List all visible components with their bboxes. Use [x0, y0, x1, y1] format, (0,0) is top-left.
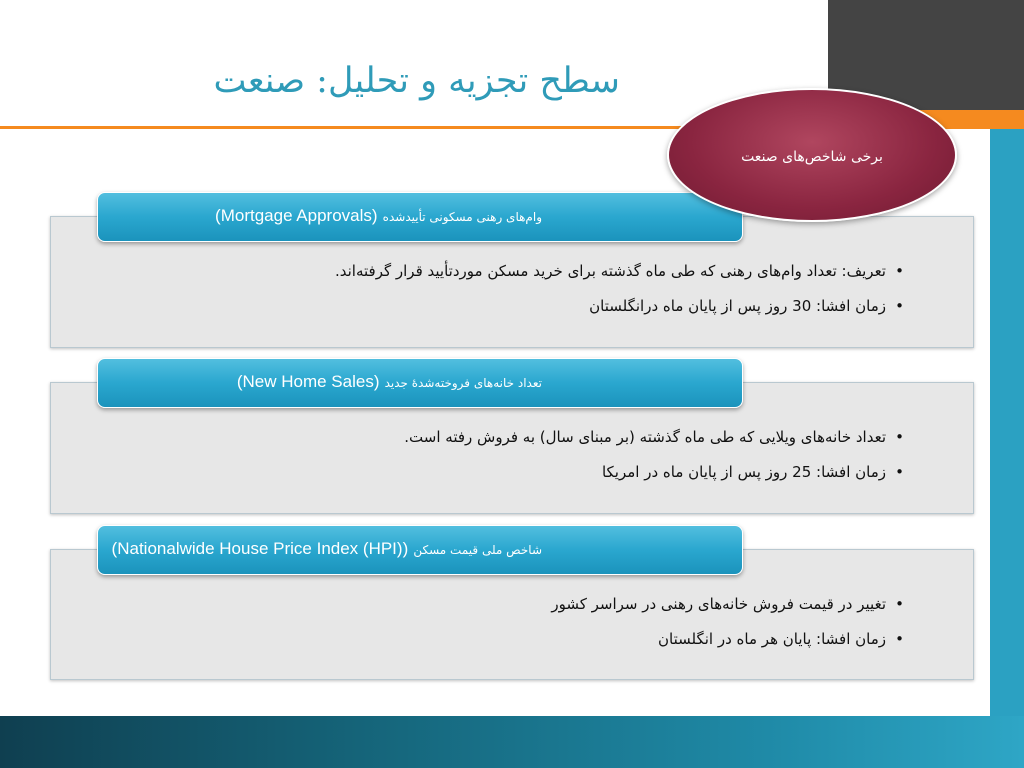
- section-header-fa: وام‌های رهنی مسکونی تأییدشده: [382, 210, 542, 224]
- list-item: • تغییر در قیمت فروش خانه‌های رهنی در سراسر کشور: [551, 594, 904, 614]
- bullet-list-hpi: [551, 594, 904, 649]
- section-header-hpi: [97, 525, 743, 575]
- slide-title: سطح تجزیه و تحلیل: صنعت: [213, 61, 620, 101]
- section-header-en: (Mortgage Approvals): [215, 206, 378, 225]
- list-item: • تعداد خانه‌های ویلایی که طی ماه گذشته (بر مبنای سال) به فروش رفته است.: [404, 427, 904, 447]
- list-item: • زمان افشا: 30 روز پس از پایان ماه درانگلستان: [335, 296, 904, 316]
- callout-oval: [667, 88, 957, 222]
- bullet-list-new-home-sales: [404, 427, 904, 482]
- section-header-mortgage: [97, 192, 743, 242]
- section-header-en: (Nationalwide House Price Index (HPI)): [111, 539, 409, 558]
- footer-band: [0, 716, 1024, 768]
- list-item: • تعریف: تعداد وام‌های رهنی که طی ماه گذشته برای خرید مسکن موردتأیید قرار گرفته‌اند.: [335, 261, 904, 281]
- right-side-bar: [990, 129, 1024, 717]
- section-header-en: (New Home Sales): [236, 372, 380, 391]
- list-item: • زمان افشا: پایان هر ماه در انگلستان: [551, 629, 904, 649]
- section-header-fa: شاخص ملی قیمت مسکن: [413, 543, 542, 557]
- list-item: • زمان افشا: 25 روز پس از پایان ماه در امریکا: [404, 462, 904, 482]
- section-header-new-home-sales: [97, 358, 743, 408]
- bullet-list-mortgage: [335, 261, 904, 316]
- section-header-fa: تعداد خانه‌های فروخته‌شدۀ جدید: [384, 376, 542, 390]
- callout-label: برخی شاخص‌های صنعت: [741, 149, 883, 165]
